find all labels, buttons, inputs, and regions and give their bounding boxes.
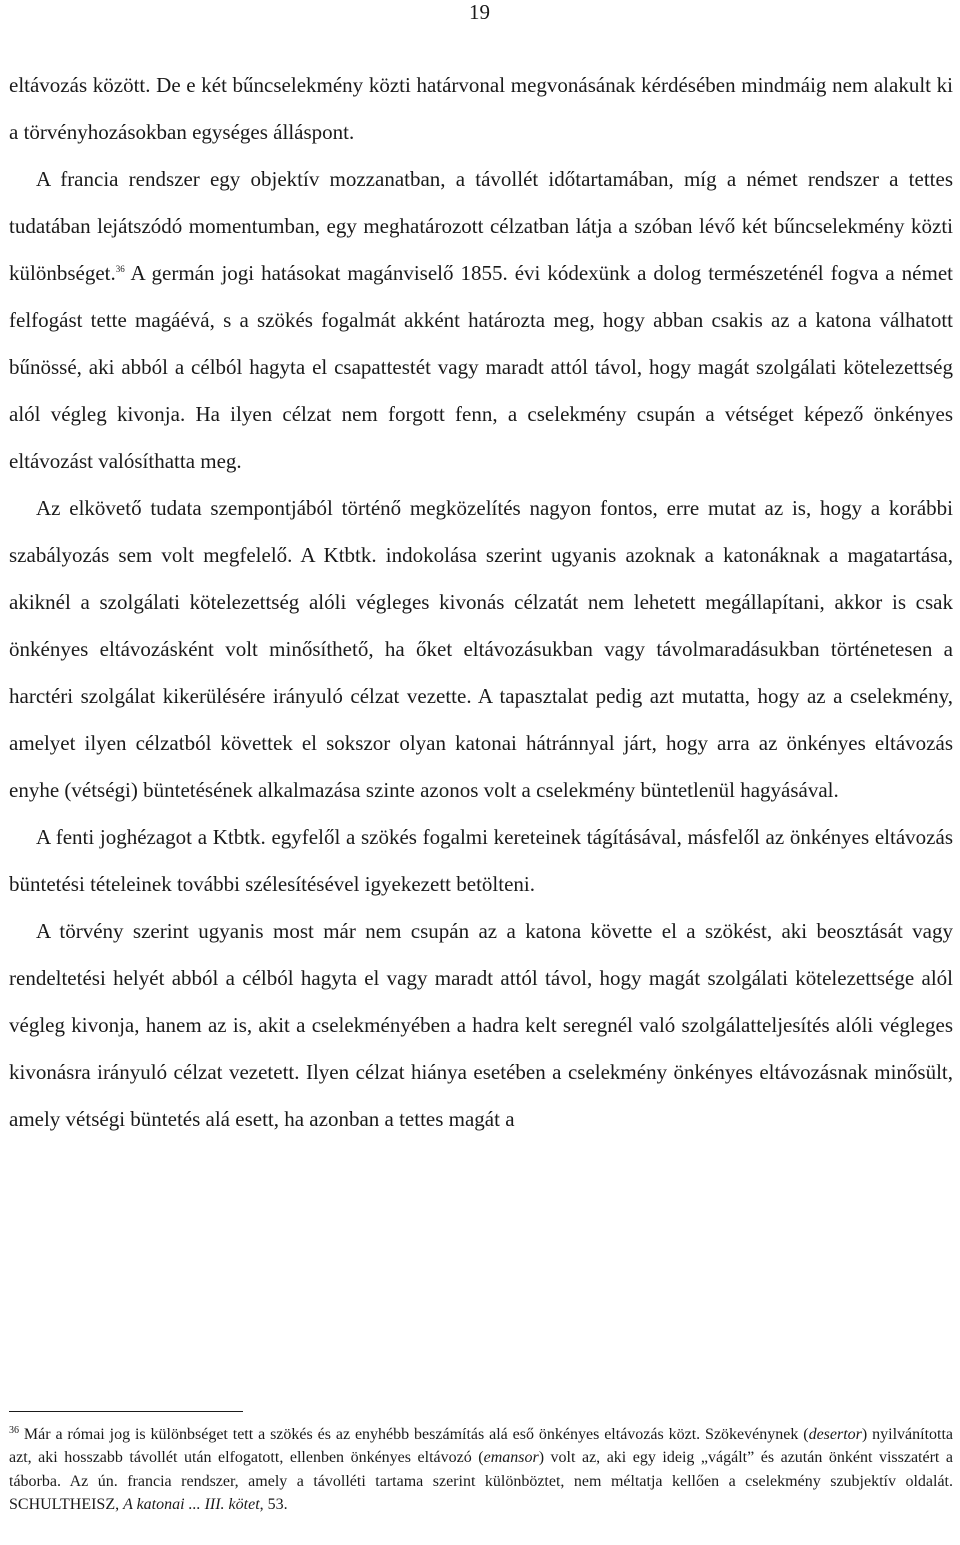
footnote [9,1423,953,1516]
footnote-text-3: ) volt az, aki egy ideig „vágált” és azután önként visszatért a táborba. Az ún. francia rendszer, amely a távolléti tartama szerint különböztet, nem méltatja kellően a cselekmény szubjektív oldalát. SCHULTHEISZ, [9,1449,954,1513]
footnote-number: 36 [9,1425,19,1436]
page-number: 19 [469,0,490,24]
paragraph-2-text-b: A germán jogi hatásokat magánviselő 1855. évi kódexünk a dolog természeténél fogva a német felfogást tette magáévá, s a szökés fogalmát akként határozta meg, hogy abban csakis az a katona válhatott bűnössé, aki abból a célból hagyta el csapattestét vagy maradt attól távol, hogy magát szolgálati kötelezettség alól végleg kivonja. Ha ilyen célzat nem forgott fenn, a cselekmény csupán a vétséget képező önkényes eltávozást valósíthatta meg. [9,261,953,473]
footnote-reference[interactable]: 36 [115,264,125,274]
paragraph-1: eltávozás között. De e két bűncselekmény közti határvonal megvonásának kérdésében mindmáig nem alakult ki a törvényhozásokban egységes álláspont. [9,73,953,144]
paragraph-2-text-a: A francia rendszer egy objektív mozzanatban, a távollét időtartamában, míg a német rendszer a tettes tudatában lejátszódó momentumban, egy meghatározott célzatban látja a szóban lévő két bűncselekmény közti különbséget. [9,167,953,285]
body-text [9,62,953,1143]
footnote-text-1: Már a római jog is különbséget tett a szökés és az enyhébb beszámítás alá eső önkényes eltávozás közt. Szökevénynek ( [19,1426,809,1443]
footnote-italic-source-title: A katonai ... III. kötet [123,1495,260,1513]
paragraph-3: Az elkövető tudata szempontjából történő megközelítés nagyon fontos, erre mutat az is, hogy a korábbi szabályozás sem volt megfelelő. A Ktbtk. indokolása szerint ugyanis azoknak a katonáknak a magatartása, akiknél a szolgálati kötelezettség alóli végleges kivonás célzatát nem lehetett megállapítani, akkor is csak önkényes eltávozásként volt minősíthető, ha őket eltávozásukban vagy távolmaradásukban történetesen a harctéri szolgálat kikerülésére irányuló célzat vezette. A tapasztalat pedig azt mutatta, hogy az a cselekmény, amelyet ilyen célzatból követtek el sokszor olyan katonai hátránnyal járt, hogy arra az önkényes eltávozás enyhe (vétségi) büntetésének alkalmazása szinte azonos volt a cselekmény büntetlenül hagyásával. [9,496,953,802]
footnote-text-2: ) nyilvánította azt, aki hosszabb távollét után elfogatott, ellenben önkényes eltávozó ( [9,1426,954,1467]
paragraph-2 [9,156,953,485]
paragraph-5: A törvény szerint ugyanis most már nem csupán az a katona követte el a szökést, aki beosztását vagy rendeltetési helyét abból a célból hagyta el vagy maradt attól távol, hogy magát szolgálati kötelezettsége alól végleg kivonja, hanem az is, akit a cselekményében a hadra kelt seregnél való szolgálatteljesítés alóli végleges kivonásra irányuló célzat vezetett. Ilyen célzat hiánya esetében a cselekmény önkényes eltávozásnak minősült, amely vétségi büntetés alá esett, ha azonban a tettes magát a [9,919,953,1131]
footnote-italic-desertor: desertor [808,1426,862,1443]
footnote-separator [9,1411,243,1412]
footnote-text-4: , 53. [259,1495,288,1513]
footnote-italic-emansor: emansor [483,1449,539,1467]
paragraph-4: A fenti joghézagot a Ktbtk. egyfelől a szökés fogalmi kereteinek tágításával, másfelől az önkényes eltávozás büntetési tételeinek további szélesítésével igyekezett betölteni. [9,825,953,896]
